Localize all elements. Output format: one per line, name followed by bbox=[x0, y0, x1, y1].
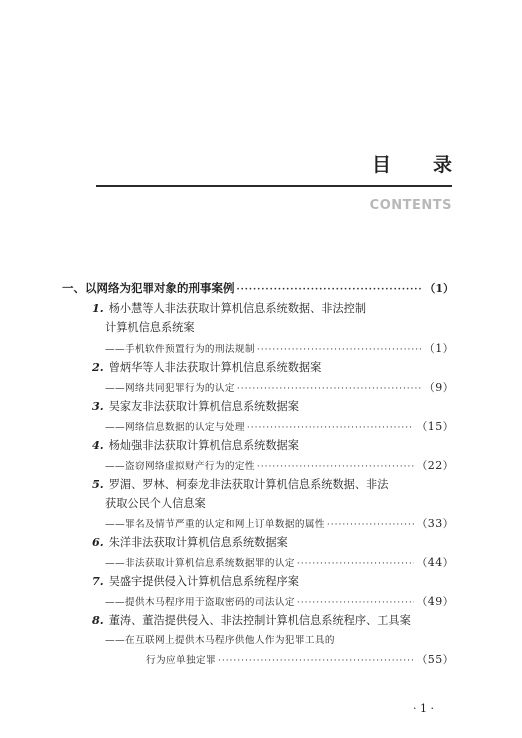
toc-item-line: 杨小慧等人非法获取计算机信息系统数据、非法控制 bbox=[108, 302, 367, 315]
toc-item-title[interactable] bbox=[92, 300, 366, 318]
toc-leader bbox=[327, 520, 415, 530]
toc-page: （9） bbox=[423, 381, 454, 394]
toc-page: （44） bbox=[416, 556, 454, 569]
toc-item-sub-cont bbox=[105, 632, 335, 650]
title-rule bbox=[96, 185, 452, 187]
toc-page: （15） bbox=[416, 420, 454, 433]
toc-item-number: 2. bbox=[92, 360, 104, 374]
toc-item-line: 罗湄、罗林、柯泰龙非法获取计算机信息系统数据、非法 bbox=[108, 478, 389, 491]
page-number: · 1 · bbox=[413, 702, 434, 715]
toc-page: （1） bbox=[424, 282, 454, 295]
toc-item-line: 曾炳华等人非法获取计算机信息系统数据案 bbox=[108, 361, 322, 374]
toc-item-sub[interactable] bbox=[105, 515, 454, 533]
toc-leader bbox=[237, 384, 422, 394]
toc-item-number: 7. bbox=[92, 574, 104, 588]
toc-section-label: 一、以网络为犯罪对象的刑事案例 bbox=[62, 281, 235, 295]
toc-item-title[interactable] bbox=[92, 359, 321, 377]
toc-item-title[interactable] bbox=[92, 437, 299, 455]
toc-item-sub[interactable] bbox=[105, 554, 454, 572]
toc-page: （22） bbox=[416, 459, 454, 472]
title-char-2: 录 bbox=[432, 154, 452, 176]
toc-item-title[interactable] bbox=[92, 573, 299, 591]
toc-page: （49） bbox=[416, 595, 454, 608]
toc-item-title[interactable] bbox=[92, 398, 299, 416]
toc-item-sub[interactable] bbox=[105, 340, 454, 358]
toc-item-line: 计算机信息系统案 bbox=[105, 321, 195, 334]
toc-item-subtitle: ——提供木马程序用于盗取密码的司法认定 bbox=[105, 597, 295, 608]
toc-item-subtitle: ——在互联网上提供木马程序供他人作为犯罪工具的 bbox=[105, 635, 335, 646]
toc-item-sub[interactable] bbox=[105, 418, 454, 436]
toc-item-line: 获取公民个人信息案 bbox=[105, 497, 206, 510]
toc-item-number: 3. bbox=[92, 399, 104, 413]
toc-item-sub[interactable] bbox=[105, 593, 454, 611]
toc-item-line: 董涛、董浩提供侵入、非法控制计算机信息系统程序、工具案 bbox=[108, 614, 411, 627]
toc-item-line: 杨灿强非法获取计算机信息系统数据案 bbox=[108, 439, 299, 452]
toc-leader bbox=[297, 598, 415, 608]
toc-page: （1） bbox=[423, 342, 454, 355]
toc-item-title-cont bbox=[105, 495, 206, 513]
toc-item-title[interactable] bbox=[92, 612, 411, 630]
toc-item-subtitle: ——网络信息数据的认定与处理 bbox=[105, 422, 245, 433]
toc-item-number: 8. bbox=[92, 613, 104, 627]
title-char-1: 目 bbox=[372, 154, 392, 176]
toc-page: （55） bbox=[416, 653, 454, 666]
toc-page: （33） bbox=[416, 517, 454, 530]
toc-item-subtitle: ——手机软件预置行为的刑法规制 bbox=[105, 344, 255, 355]
contents-subtitle: CONTENTS bbox=[369, 198, 452, 213]
toc-item-title[interactable] bbox=[92, 534, 288, 552]
toc-item-number: 5. bbox=[92, 477, 104, 491]
toc-item-line: 朱洋非法获取计算机信息系统数据案 bbox=[108, 536, 288, 549]
toc-item-title-cont bbox=[105, 319, 195, 337]
toc-leader bbox=[218, 656, 414, 666]
toc-item-subtitle: ——罪名及情节严重的认定和网上订单数据的属性 bbox=[105, 519, 325, 530]
toc-leader bbox=[257, 345, 422, 355]
toc-item-subtitle: ——非法获取计算机信息系统数据罪的认定 bbox=[105, 558, 295, 569]
toc-item-line: 吴家友非法获取计算机信息系统数据案 bbox=[108, 400, 299, 413]
toc-item-sub[interactable] bbox=[146, 651, 454, 669]
toc-item-subtitle: ——网络共同犯罪行为的认定 bbox=[105, 383, 235, 394]
toc-section[interactable] bbox=[62, 280, 454, 298]
toc-leader bbox=[247, 423, 414, 433]
toc-item-sub[interactable] bbox=[105, 457, 454, 475]
toc-item-subtitle: 行为应单独定罪 bbox=[146, 655, 216, 666]
page-title bbox=[372, 150, 452, 174]
toc-leader bbox=[237, 285, 423, 295]
toc-item-subtitle: ——盗窃网络虚拟财产行为的定性 bbox=[105, 461, 255, 472]
toc-item-sub[interactable] bbox=[105, 379, 454, 397]
toc-item-title[interactable] bbox=[92, 476, 388, 494]
toc-item-number: 6. bbox=[92, 535, 104, 549]
toc-item-line: 吴盛宇提供侵入计算机信息系统程序案 bbox=[108, 575, 299, 588]
toc-item-number: 1. bbox=[92, 301, 104, 315]
toc-leader bbox=[297, 559, 415, 569]
toc-item-number: 4. bbox=[92, 438, 104, 452]
toc-leader bbox=[257, 462, 414, 472]
